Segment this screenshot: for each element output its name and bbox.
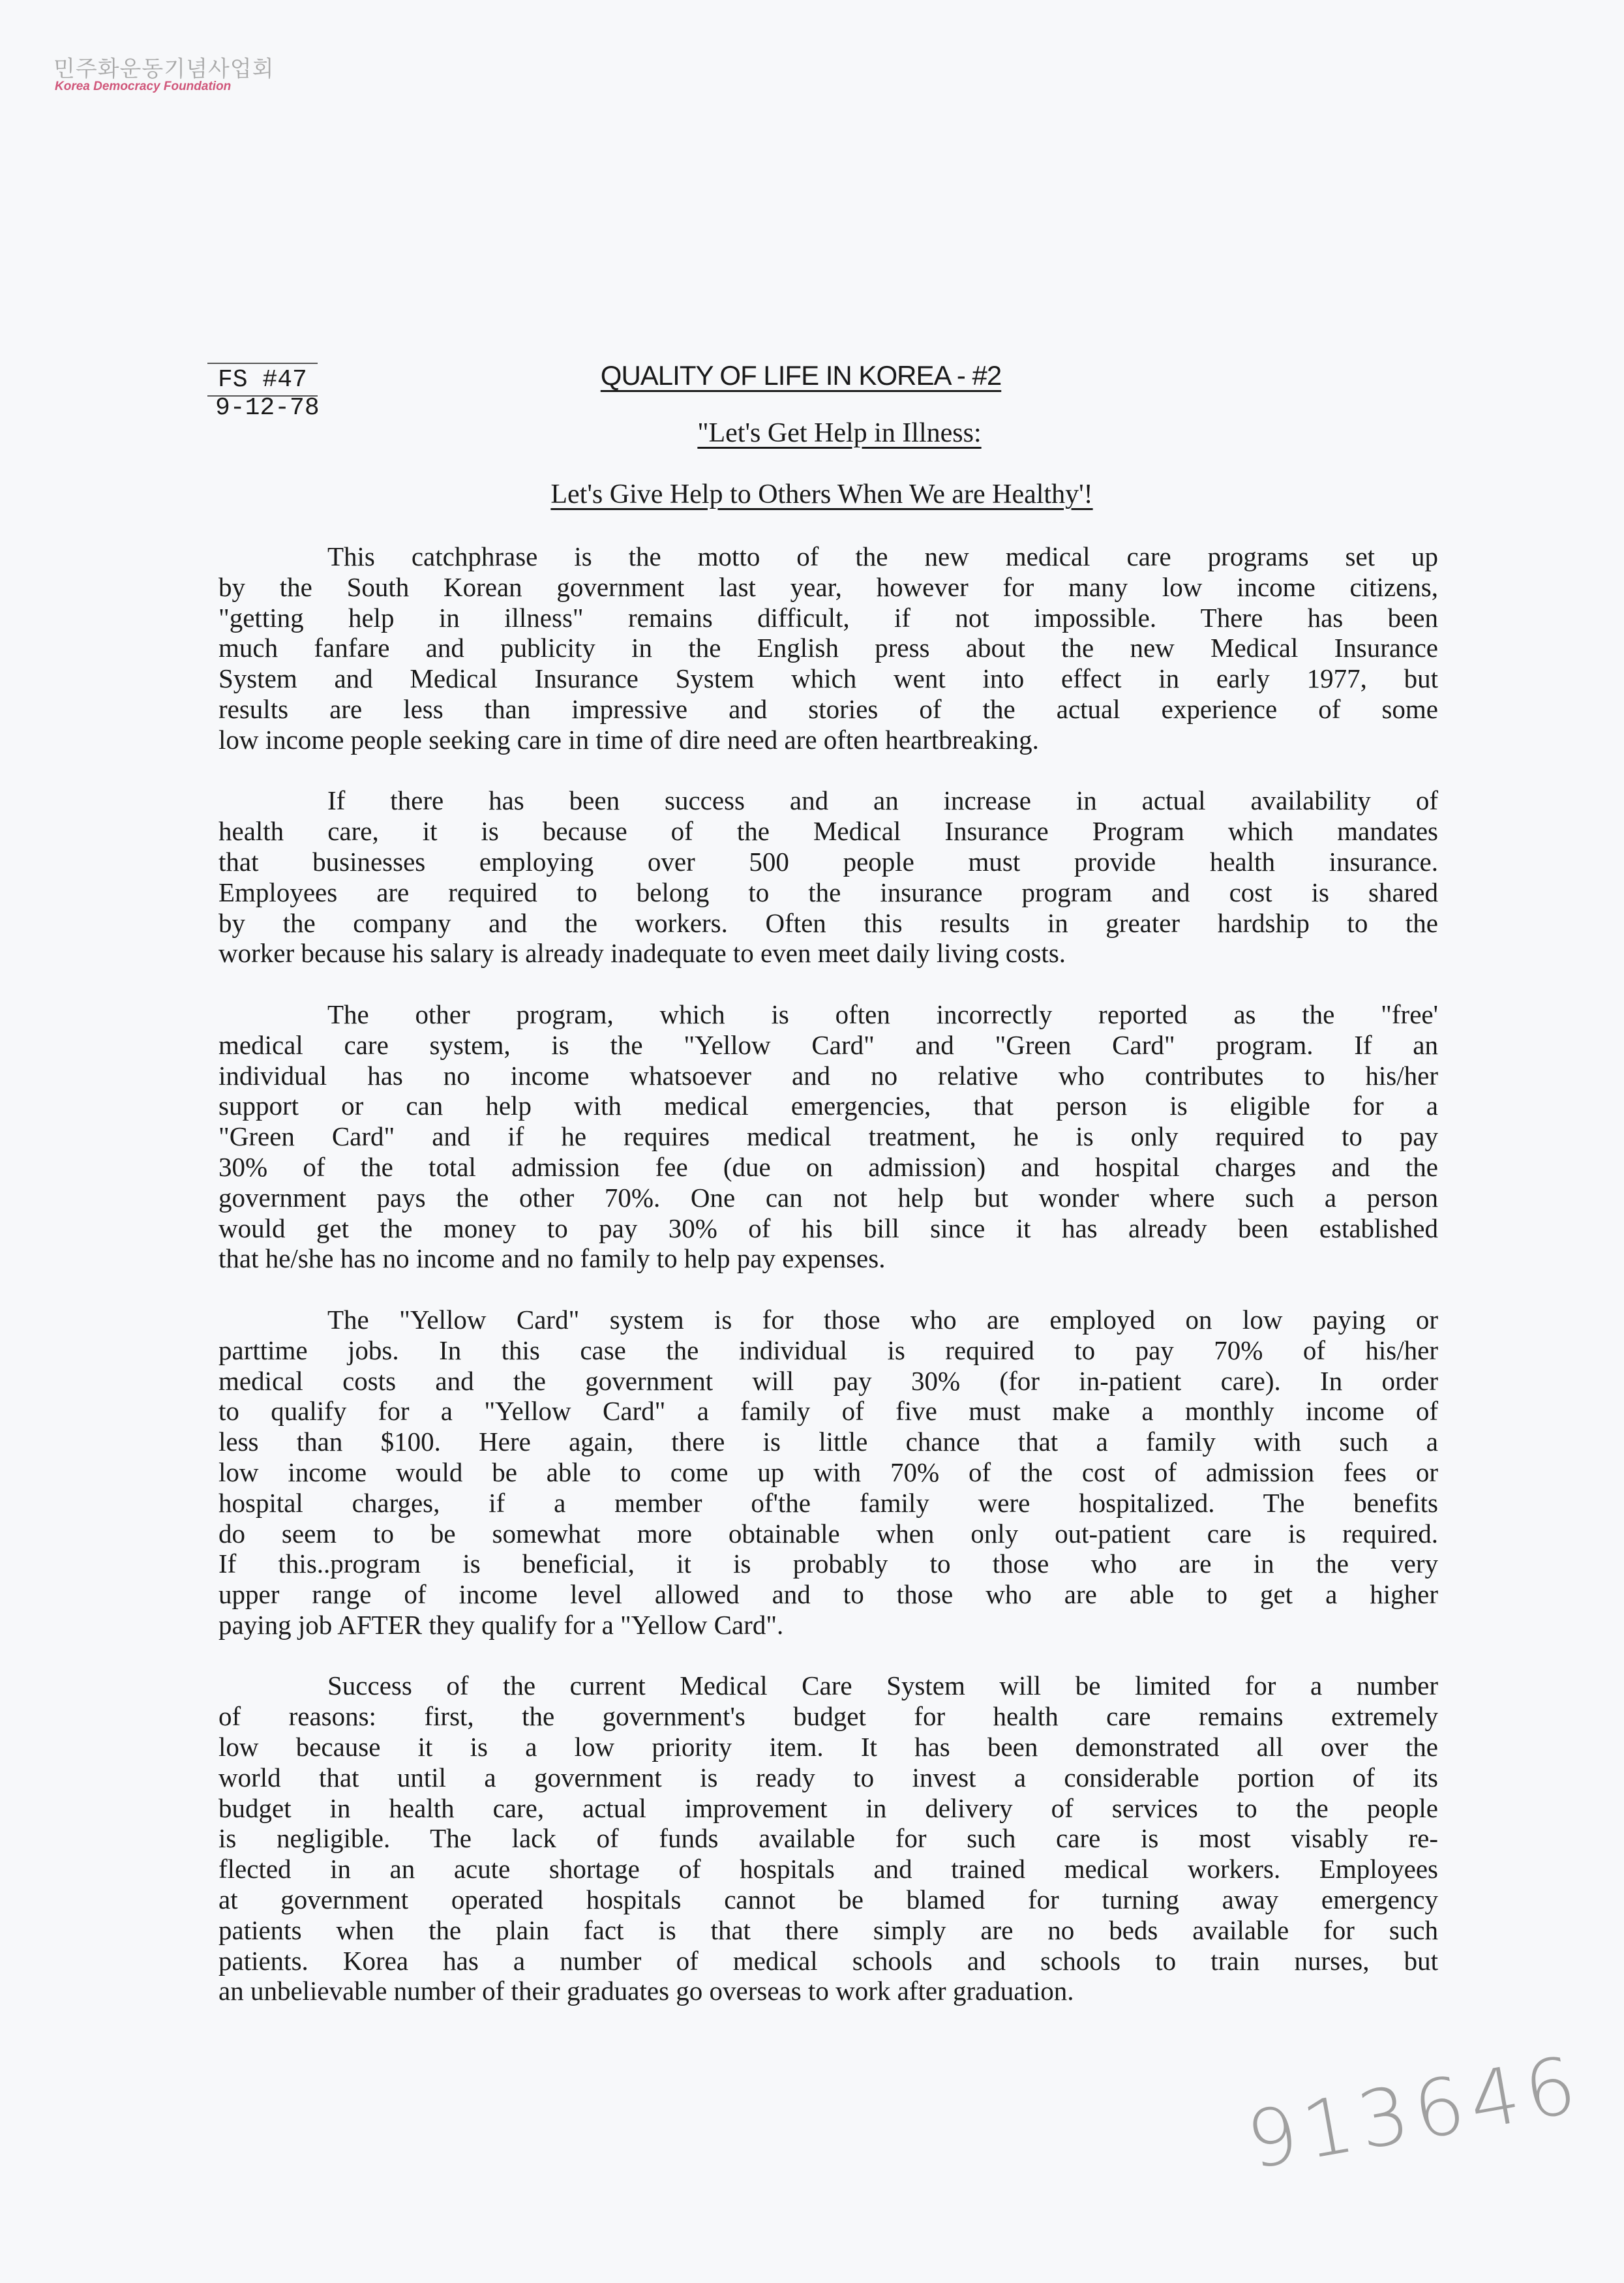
text-line: that he/she has no income and no family to help pay expenses.: [218, 1243, 886, 1274]
text-line: patients when the plain fact is that there simply are no beds available for such: [218, 1914, 1438, 1945]
text-line: budget in health care, actual improvement in delivery of services to the people: [218, 1792, 1438, 1823]
text-line: If there has been success and an increase in actual availability of: [327, 785, 1438, 816]
text-line: much fanfare and publicity in the English press about the new Medical Insurance: [218, 633, 1438, 663]
text-line: by the South Korean government last year, however for many low income citizens,: [218, 571, 1438, 602]
text-line: paying job AFTER they qualify for a "Yellow Card".: [218, 1609, 784, 1640]
text-line: If this..program is beneficial, it is probably to those who are in the very: [218, 1549, 1438, 1579]
text-line: to qualify for a "Yellow Card" a family of five must make a monthly income of: [218, 1396, 1438, 1427]
text-line: "Green Card" and if he requires medical treatment, he is only required to pay: [218, 1121, 1438, 1152]
text-line: do seem to be somewhat more obtainable when only out-patient care is required.: [218, 1518, 1438, 1549]
paragraph: [218, 541, 1438, 755]
text-line: that businesses employing over 500 people must provide health insurance.: [218, 846, 1438, 877]
paragraph: [218, 1305, 1438, 1640]
paragraph: [218, 999, 1438, 1274]
text-line: upper range of income level allowed and to those who are able to get a higher: [218, 1579, 1438, 1610]
text-line: hospital charges, if a member of'the family were hospitalized. The benefits: [218, 1487, 1438, 1518]
text-line: of reasons: first, the government's budget for health care remains extremely: [218, 1701, 1438, 1732]
logo-english: Korea Democracy Foundation: [55, 80, 232, 93]
text-line: System and Medical Insurance System which went into effect in early 1977, but: [218, 663, 1438, 694]
text-line: at government operated hospitals cannot be blamed for turning away emergency: [218, 1884, 1438, 1915]
paragraph: [218, 785, 1438, 969]
logo-korean: 민주화운동기념사업회: [53, 56, 275, 82]
text-line: low income people seeking care in time of dire need are often heartbreaking.: [218, 724, 1039, 755]
text-line: low because it is a low priority item. It has been demonstrated all over the: [218, 1732, 1438, 1762]
document-body: [218, 541, 1438, 2037]
document-title: QUALITY OF LIFE IN KOREA - #2: [600, 360, 1002, 391]
text-line: medical costs and the government will pay 30% (for in-patient care). In order: [218, 1365, 1438, 1396]
text-line: patients. Korea has a number of medical schools and schools to train nurses, but: [218, 1945, 1438, 1976]
text-line: worker because his salary is already inadequate to even meet daily living costs.: [218, 938, 1066, 969]
text-line: flected in an acute shortage of hospitals and trained medical workers. Employees: [218, 1854, 1438, 1884]
paragraph: [218, 1671, 1438, 2006]
text-line: by the company and the workers. Often this results in greater hardship to the: [218, 907, 1438, 938]
text-line: is negligible. The lack of funds available for such care is most visably re-: [218, 1823, 1438, 1854]
text-line: support or can help with medical emergencies, that person is eligible for a: [218, 1091, 1438, 1121]
document-date: 9-12-78: [215, 394, 320, 422]
handwritten-archive-number: 913646: [1240, 2039, 1589, 2187]
text-line: an unbelievable number of their graduates go overseas to work after graduation.: [218, 1976, 1074, 2006]
text-line: low income would be able to come up with 70% of the cost of admission fees or: [218, 1457, 1438, 1487]
text-line: results are less than impressive and stories of the actual experience of some: [218, 693, 1438, 724]
document-code: FS #47: [207, 363, 318, 397]
text-line: The other program, which is often incorrectly reported as the "free': [327, 999, 1438, 1029]
text-line: The "Yellow Card" system is for those who are employed on low paying or: [327, 1304, 1438, 1335]
text-line: individual has no income whatsoever and no relative who contributes to his/her: [218, 1060, 1438, 1091]
text-line: world that until a government is ready to invest a considerable portion of its: [218, 1762, 1438, 1792]
subtitle-line-1: "Let's Get Help in Illness:: [697, 418, 982, 448]
text-line: less than $100. Here again, there is little chance that a family with such a: [218, 1427, 1438, 1457]
text-line: government pays the other 70%. One can not help but wonder where such a person: [218, 1182, 1438, 1213]
text-line: would get the money to pay 30% of his bill since it has already been established: [218, 1213, 1438, 1243]
text-line: parttime jobs. In this case the individual is required to pay 70% of his/her: [218, 1335, 1438, 1365]
text-line: "getting help in illness" remains difficult, if not impossible. There has been: [218, 602, 1438, 633]
text-line: health care, it is because of the Medical Insurance Program which mandates: [218, 816, 1438, 847]
text-line: 30% of the total admission fee (due on admission) and hospital charges and the: [218, 1151, 1438, 1182]
text-line: Success of the current Medical Care System will be limited for a number: [327, 1671, 1438, 1701]
text-line: medical care system, is the "Yellow Card" and "Green Card" program. If an: [218, 1029, 1438, 1060]
text-line: This catchphrase is the motto of the new medical care programs set up: [327, 541, 1438, 571]
text-line: Employees are required to belong to the insurance program and cost is shared: [218, 877, 1438, 907]
subtitle-line-2: Let's Give Help to Others When We are Healthy'!: [550, 479, 1093, 509]
